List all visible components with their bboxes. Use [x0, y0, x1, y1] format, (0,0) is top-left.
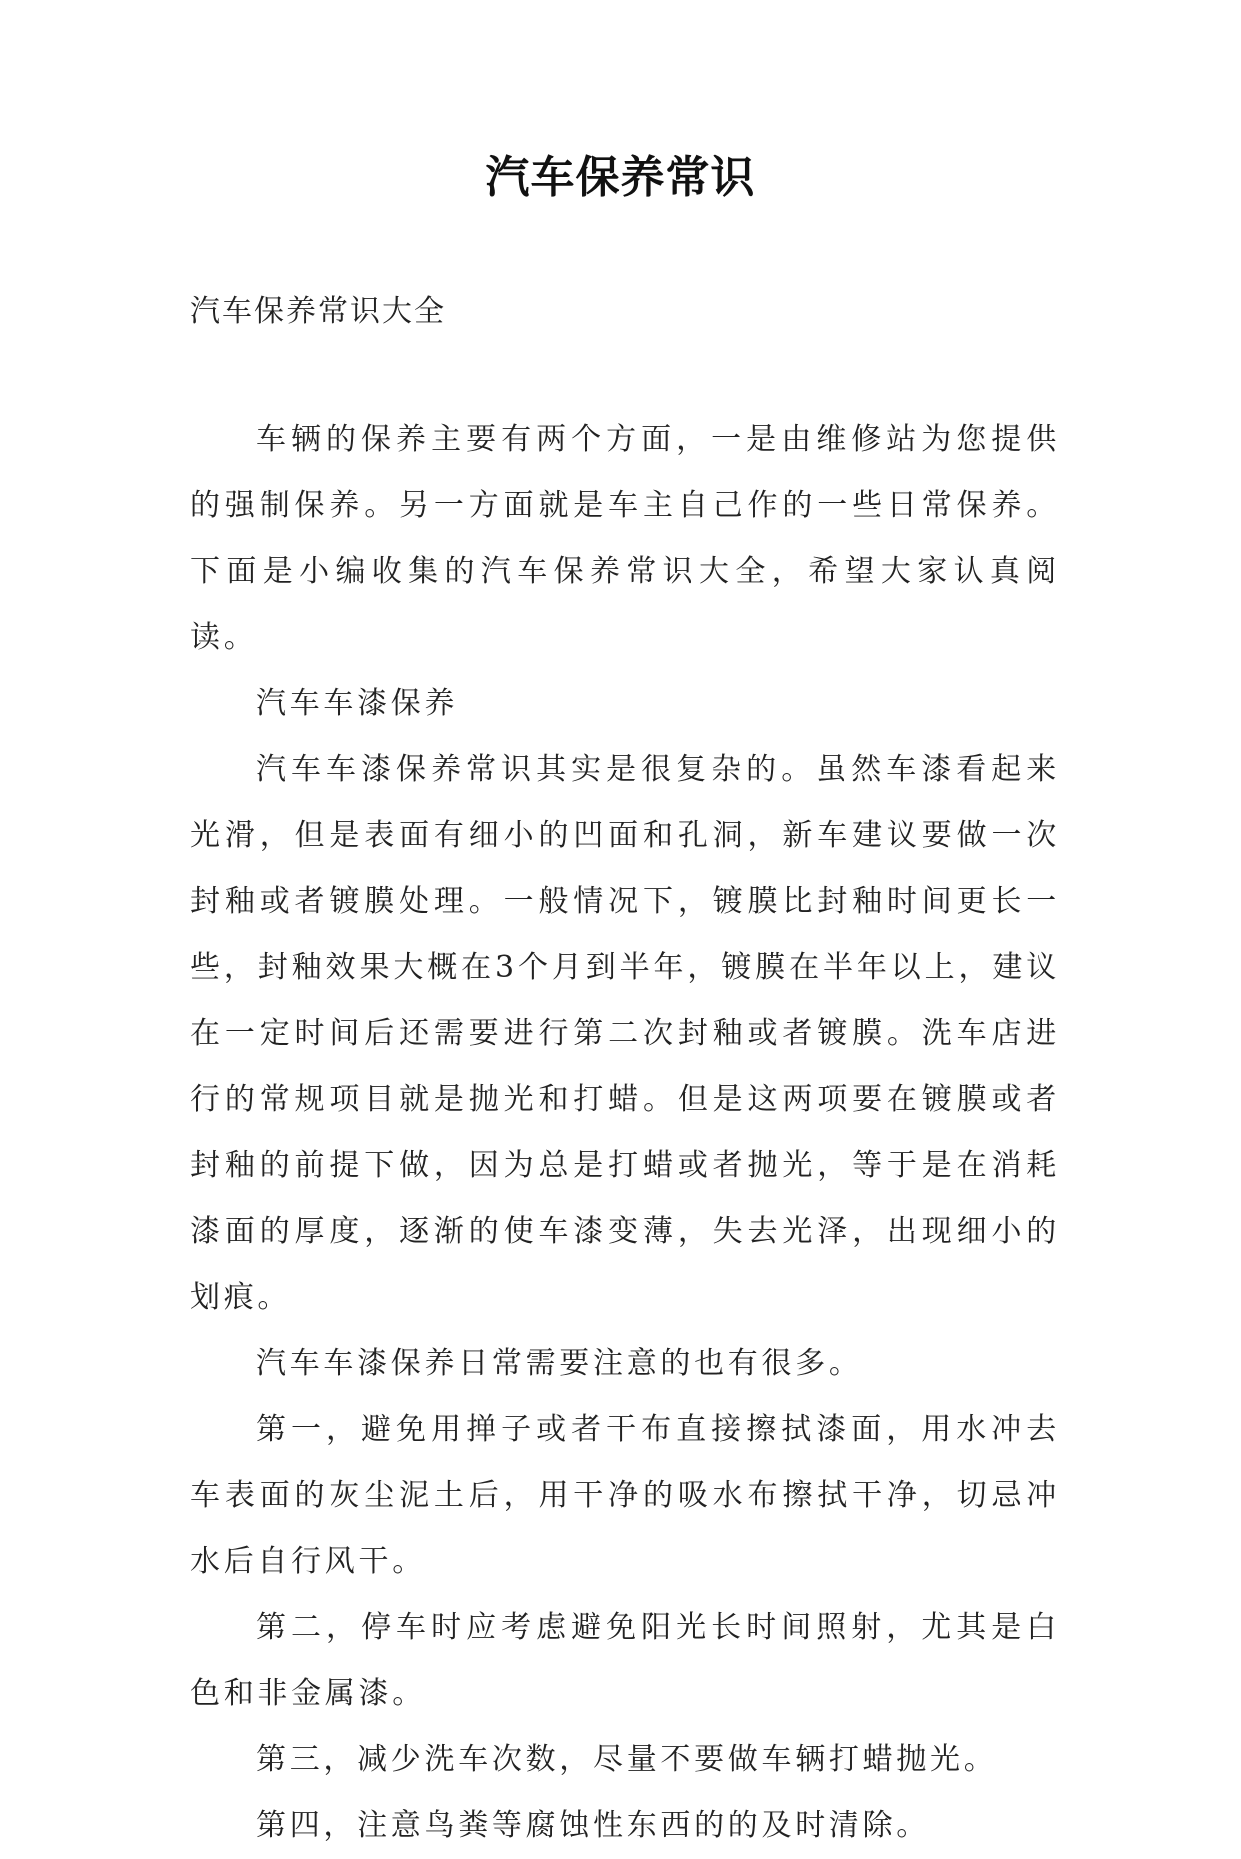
paragraph-tip-second: 第二，停车时应考虑避免阳光长时间照射，尤其是白色和非金属漆。	[190, 1610, 1060, 1711]
paragraph-intro: 车辆的保养主要有两个方面，一是由维修站为您提供的强制保养。另一方面就是车主自己作的一些日常保养。下面是小编收集的汽车保养常识大全，希望大家认真阅读。	[190, 422, 1060, 655]
paragraph-tip-first: 第一，避免用掸子或者干布直接擦拭漆面，用水冲去车表面的灰尘泥土后，用干净的吸水布擦拭干净，切忌冲水后自行风干。	[190, 1412, 1060, 1579]
document-title: 汽车保养常识	[485, 152, 756, 203]
paragraph-tip-third: 第三，减少洗车次数，尽量不要做车辆打蜡抛光。	[256, 1742, 998, 1777]
section-heading-paint-care: 汽车车漆保养	[256, 686, 459, 721]
document-body	[190, 407, 1060, 1859]
document-subtitle: 汽车保养常识大全	[190, 294, 446, 329]
paragraph-paint-care: 汽车车漆保养常识其实是很复杂的。虽然车漆看起来光滑，但是表面有细小的凹面和孔洞，新车建议要做一次封釉或者镀膜处理。一般情况下，镀膜比封釉时间更长一些，封釉效果大概在3个月到半年，镀膜在半年以上，建议在一定时间后还需要进行第二次封釉或者镀膜。洗车店进行的常规项目就是抛光和打蜡。但是这两项要在镀膜或者封釉的前提下做，因为总是打蜡或者抛光，等于是在消耗漆面的厚度，逐渐的使车漆变薄，失去光泽，出现细小的划痕。	[190, 752, 1060, 1315]
paragraph-daily-notes: 汽车车漆保养日常需要注意的也有很多。	[256, 1346, 863, 1381]
paragraph-tip-fourth: 第四，注意鸟粪等腐蚀性东西的的及时清除。	[256, 1808, 930, 1843]
